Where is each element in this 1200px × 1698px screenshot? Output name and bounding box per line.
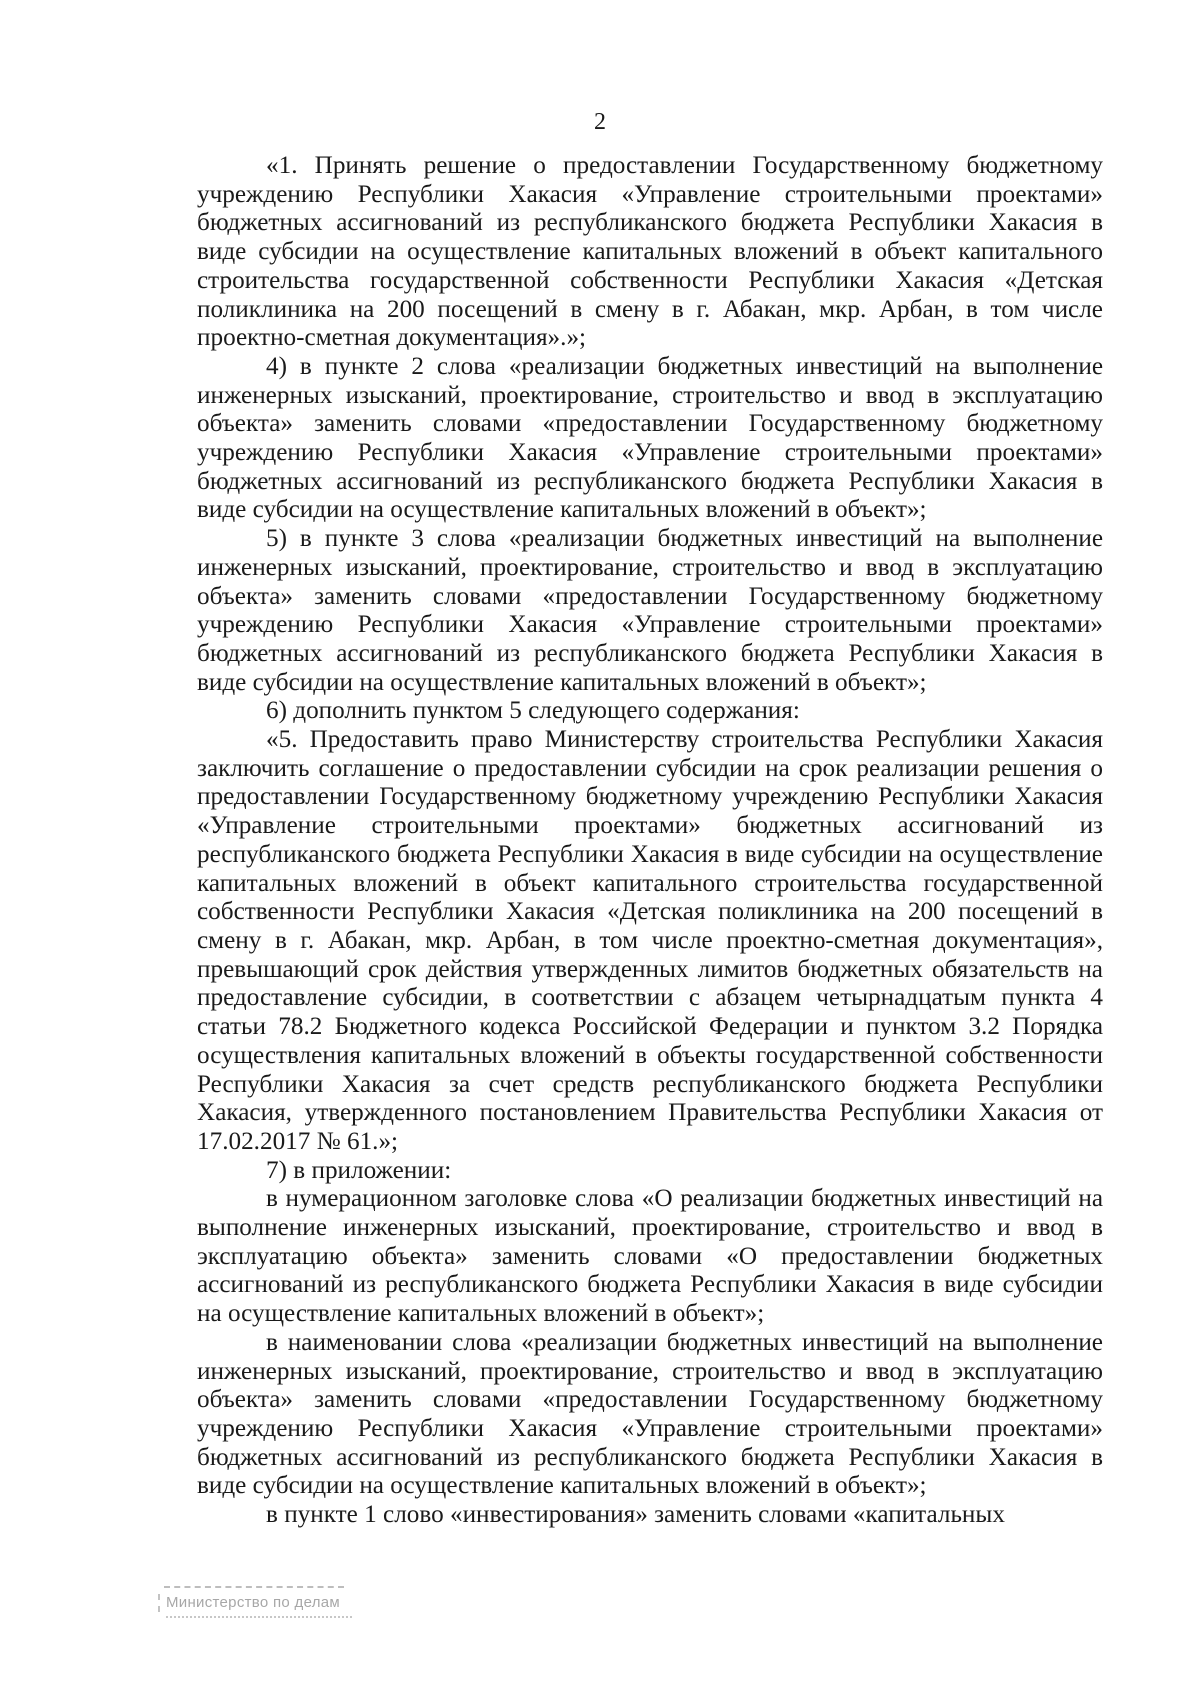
paragraph-amendment-6: 6) дополнить пунктом 5 следующего содержания: [266,697,800,725]
paragraph-amendment-4: 4) в пункте 2 слова «реализации бюджетных инвестиций на выполнение инженерных изысканий, проектирование, строительство и ввод в эксплуатацию объекта» заменить словами «предоставлении Государственному бюджетному учреждению Республики Хакасия «Управление строительными проектами» бюджетных ассигнований из республиканского бюджета Республики Хакасия в виде субсидии на осуществление капитальных вложений в объект»; [197,352,1103,524]
page-number: 2 [594,109,606,135]
paragraph-title-change: в наименовании слова «реализации бюджетных инвестиций на выполнение инженерных изысканий, проектирование, строительство и ввод в эксплуатацию объекта» заменить словами «предоставлении Государственному бюджетному учреждению Республики Хакасия «Управление строительными проектами» бюджетных ассигнований из республиканского бюджета Республики Хакасия в виде субсидии на осуществление капитальных вложений в объект»; [197,1328,1103,1500]
stamp-text: Министерство по делам [158,1594,366,1612]
paragraph-new-item-5: «5. Предоставить право Министерству строительства Республики Хакасия заключить соглашение о предоставлении субсидии на срок реализации решения о предоставлении Государственному бюджетному учреждению Республики Хакасия «Управление строительными проектами» бюджетных ассигнований из республиканского бюджета Республики Хакасия в виде субсидии на осуществление капитальных вложений в объект капитального строительства государственной собственности Республики Хакасия «Детская поликлиника на 200 посещений в смену в г. Абакан, мкр. Арбан, в том числе проектно-сметная документация», превышающий срок действия утвержденных лимитов бюджетных обязательств на предоставление субсидии, в соответствии с абзацем четырнадцатым пункта 4 статьи 78.2 Бюджетного кодекса Российской Федерации и пунктом 3.2 Порядка осуществления капитальных вложений в объекты государственной собственности Республики Хакасия за счет средств республиканского бюджета Республики Хакасия, утвержденного постановлением Правительства Республики Хакасия от 17.02.2017 № 61.»; [197,726,1103,1155]
stamp-bottom-line [166,1616,352,1618]
stamp-top-line [164,1586,344,1590]
paragraph-decision-item-1: «1. Принять решение о предоставлении Государственному бюджетному учреждению Республики Хакасия «Управление строительными проектами» бюджетных ассигнований из республиканского бюджета Республики Хакасия в виде субсидии на осуществление капитальных вложений в объект капитального строительства государственной собственности Республики Хакасия «Детская поликлиника на 200 посещений в смену в г. Абакан, мкр. Арбан, в том числе проектно-сметная документация».»; [197,152,1103,352]
paragraph-amendment-7: 7) в приложении: [266,1156,452,1184]
document-body [197,152,1103,1530]
paragraph-numbering-heading: в нумерационном заголовке слова «О реализации бюджетных инвестиций на выполнение инженерных изысканий, проектирование, строительство и ввод в эксплуатацию объекта» заменить словами «О предоставлении бюджетных ассигнований из республиканского бюджета Республики Хакасия в виде субсидии на осуществление капитальных вложений в объект»; [197,1185,1103,1328]
paragraph-item-1-change: в пункте 1 слово «инвестирования» заменить словами «капитальных [266,1501,1005,1529]
paragraph-amendment-5: 5) в пункте 3 слова «реализации бюджетных инвестиций на выполнение инженерных изысканий, проектирование, строительство и ввод в эксплуатацию объекта» заменить словами «предоставлении Государственному бюджетному учреждению Республики Хакасия «Управление строительными проектами» бюджетных ассигнований из республиканского бюджета Республики Хакасия в виде субсидии на осуществление капитальных вложений в объект»; [197,525,1103,696]
registration-stamp [150,1582,360,1644]
